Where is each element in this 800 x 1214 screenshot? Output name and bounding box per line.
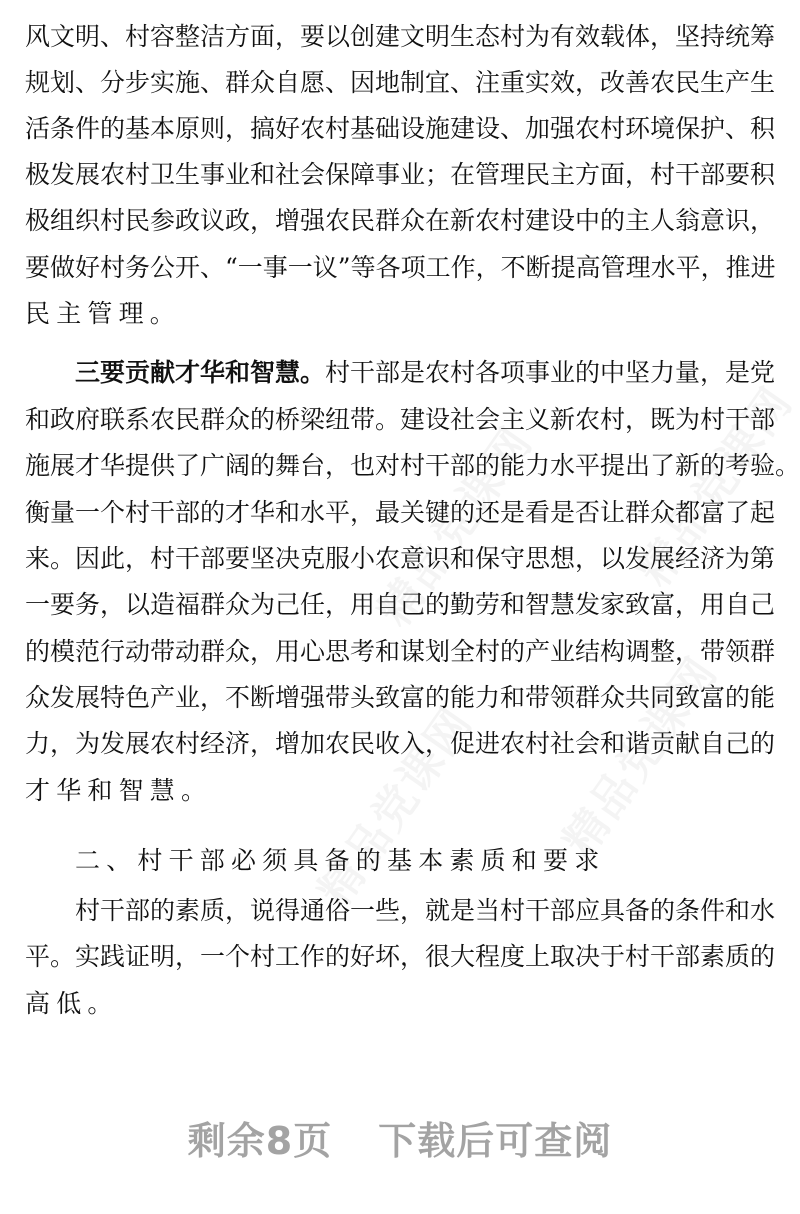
text-line: 众发展特色产业，不断增强带头致富的能力和带领群众共同致富的能	[25, 683, 776, 712]
text-line: 民主管理。	[25, 299, 182, 328]
text-line: 力，为发展农村经济，增加农民收入，促进农村社会和谐贡献自己的	[25, 729, 776, 758]
text-line: 高低。	[25, 989, 119, 1018]
text-line: 来。因此，村干部要坚决克服小农意识和保守思想，以发展经济为第	[25, 544, 776, 573]
text-line: 平。实践证明，一个村工作的好坏，很大程度上取决于村干部素质的	[25, 942, 776, 971]
text-line: 和政府联系农民群众的桥梁纽带。建设社会主义新农村，既为村干部	[25, 405, 776, 434]
text-line: 要做好村务公开、“一事一议”等各项工作，不断提高管理水平，推进	[25, 253, 776, 282]
text-line: 才华和智慧。	[25, 776, 213, 805]
text-line-first	[75, 358, 775, 388]
remaining-pages-label: 剩余8页	[187, 1119, 333, 1163]
text-line: 极组织村民参政议政，增强农民群众在新农村建设中的主人翁意识，	[25, 206, 776, 235]
section-two-heading: 二、村干部必须具备的基本素质和要求	[75, 846, 606, 875]
section-text: 村干部是农村各项事业的中坚力量，是党	[325, 358, 776, 387]
download-banner[interactable]	[0, 1110, 800, 1165]
text-line: 的模范行动带动群众，用心思考和谋划全村的产业结构调整，带领群	[25, 637, 776, 666]
text-line-first: 村干部的素质，说得通俗一些，就是当村干部应具备的条件和水	[75, 896, 776, 925]
text-line: 施展才华提供了广阔的舞台，也对村干部的能力水平提出了新的考验。	[25, 451, 800, 480]
text-line: 一要务，以造福群众为己任，用自己的勤劳和智慧发家致富，用自己	[25, 590, 776, 619]
text-line: 活条件的基本原则，搞好农村基础设施建设、加强农村环境保护、积	[25, 114, 776, 143]
text-line: 衡量一个村干部的才华和水平，最关键的还是看是否让群众都富了起	[25, 498, 776, 527]
section-heading-bold: 三要贡献才华和智慧。	[75, 358, 326, 387]
text-line: 规划、分步实施、群众自愿、因地制宜、注重实效，改善农民生产生	[25, 68, 776, 97]
download-hint-label: 下载后可查阅	[378, 1119, 613, 1163]
text-line: 极发展农村卫生事业和社会保障事业；在管理民主方面，村干部要积	[25, 160, 776, 189]
text-line: 风文明、村容整洁方面，要以创建文明生态村为有效载体，坚持统筹	[25, 22, 776, 51]
